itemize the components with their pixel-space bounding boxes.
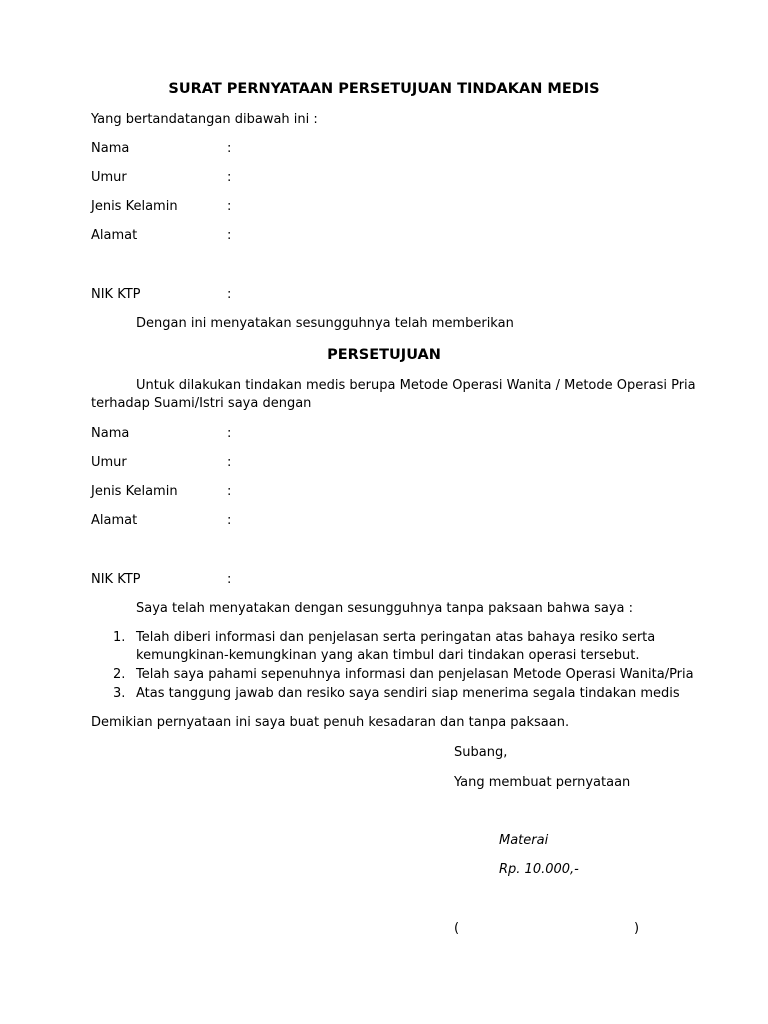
statement-text: Dengan ini menyatakan sesungguhnya telah memberikan	[136, 316, 514, 331]
party2-jenis-kelamin-colon: :	[227, 484, 232, 499]
party2-umur-label: Umur	[91, 455, 127, 470]
purpose-line1: Untuk dilakukan tindakan medis berupa Metode Operasi Wanita / Metode Operasi Pria	[136, 378, 696, 393]
signature-paren-close: )	[634, 921, 640, 936]
party1-nama-colon: :	[227, 141, 232, 156]
party2-nik-label: NIK KTP	[91, 572, 141, 587]
list-item-number: 1.	[113, 630, 126, 645]
list-item-text: Atas tanggung jawab dan resiko saya sendiri siap menerima segala tindakan medis	[136, 686, 680, 701]
party2-alamat-colon: :	[227, 513, 232, 528]
party2-nik-colon: :	[227, 572, 232, 587]
list-item-number: 2.	[113, 667, 126, 682]
stamp-label: Materai	[499, 833, 549, 848]
party2-nama-colon: :	[227, 426, 232, 441]
consent-heading: PERSETUJUAN	[327, 347, 441, 363]
list-item-text-continued: kemungkinan-kemungkinan yang akan timbul dari tindakan operasi tersebut.	[136, 648, 640, 663]
stamp-value: Rp. 10.000,-	[499, 862, 579, 877]
party2-nama-label: Nama	[91, 426, 130, 441]
party1-nik-label: NIK KTP	[91, 287, 141, 302]
party1-nama-label: Nama	[91, 141, 130, 156]
place-label: Subang,	[454, 745, 508, 760]
list-item-number: 3.	[113, 686, 126, 701]
closing-text: Demikian pernyataan ini saya buat penuh kesadaran dan tanpa paksaan.	[91, 715, 570, 730]
signer-label: Yang membuat pernyataan	[454, 775, 631, 790]
party1-jenis-kelamin-label: Jenis Kelamin	[91, 199, 178, 214]
list-item-text: Telah diberi informasi dan penjelasan serta peringatan atas bahaya resiko serta	[136, 630, 656, 645]
party2-alamat-label: Alamat	[91, 513, 138, 528]
signature-paren-open: (	[454, 921, 460, 936]
document-title: SURAT PERNYATAAN PERSETUJUAN TINDAKAN MEDIS	[168, 81, 600, 97]
purpose-line2: terhadap Suami/Istri saya dengan	[91, 396, 312, 411]
party1-umur-label: Umur	[91, 170, 127, 185]
party2-umur-colon: :	[227, 455, 232, 470]
party1-nik-colon: :	[227, 287, 232, 302]
intro-text: Yang bertandatangan dibawah ini :	[91, 112, 318, 127]
list-item-text: Telah saya pahami sepenuhnya informasi dan penjelasan Metode Operasi Wanita/Pria	[136, 667, 694, 682]
declaration-text: Saya telah menyatakan dengan sesungguhnya tanpa paksaan bahwa saya :	[136, 601, 634, 616]
party1-jenis-kelamin-colon: :	[227, 199, 232, 214]
party1-alamat-colon: :	[227, 228, 232, 243]
party1-umur-colon: :	[227, 170, 232, 185]
party2-jenis-kelamin-label: Jenis Kelamin	[91, 484, 178, 499]
party1-alamat-label: Alamat	[91, 228, 138, 243]
